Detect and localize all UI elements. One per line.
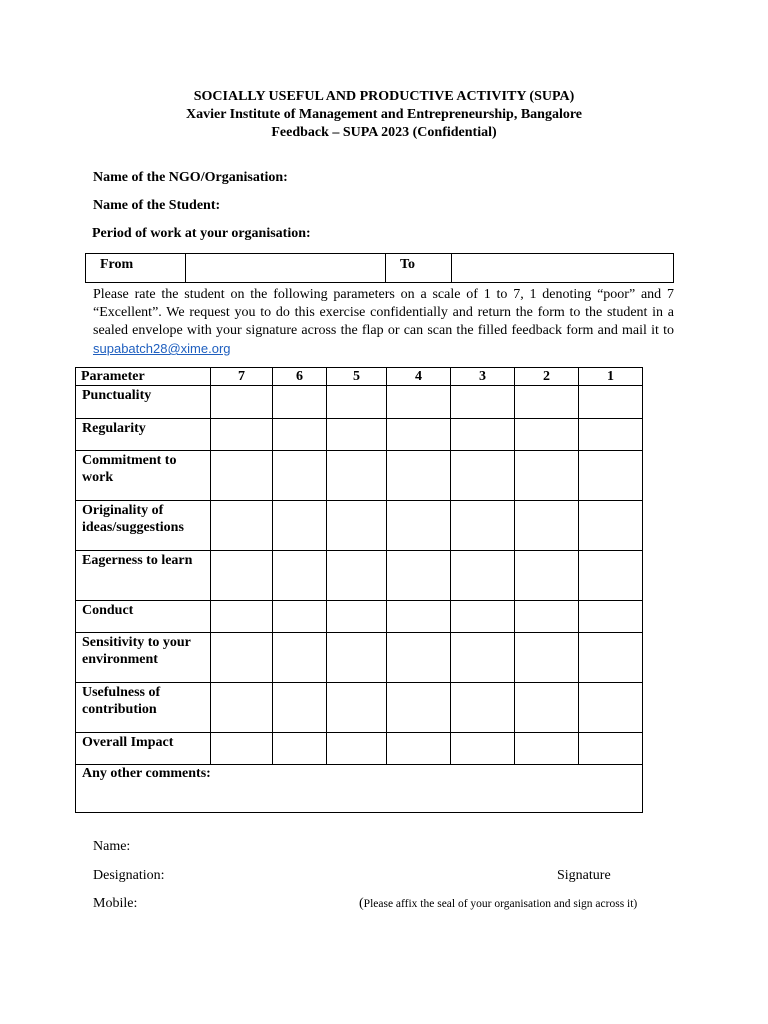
rating-cell[interactable] [211, 551, 273, 601]
rating-cell[interactable] [579, 419, 643, 451]
rating-cell[interactable] [273, 683, 327, 733]
rating-cell[interactable] [579, 386, 643, 419]
rating-cell[interactable] [327, 386, 387, 419]
rating-cell[interactable] [579, 683, 643, 733]
scale-header: 7 [211, 368, 273, 386]
rating-cell[interactable] [327, 451, 387, 501]
rating-cell[interactable] [327, 501, 387, 551]
rating-cell[interactable] [327, 633, 387, 683]
from-label: From [86, 254, 186, 283]
rating-cell[interactable] [273, 451, 327, 501]
scale-header: 1 [579, 368, 643, 386]
rating-cell[interactable] [515, 419, 579, 451]
period-label: Period of work at your organisation: [92, 226, 311, 241]
rating-cell[interactable] [515, 633, 579, 683]
rating-cell[interactable] [579, 501, 643, 551]
table-row [76, 386, 643, 419]
parameter-name: Commitment to work [76, 451, 211, 501]
to-label: To [386, 254, 452, 283]
rating-cell[interactable] [387, 551, 451, 601]
scale-header: 2 [515, 368, 579, 386]
period-table [85, 253, 674, 283]
seal-note [359, 896, 637, 912]
rating-cell[interactable] [387, 733, 451, 765]
rating-cell[interactable] [211, 501, 273, 551]
rating-cell[interactable] [579, 633, 643, 683]
seal-paren: ( [359, 896, 364, 911]
parameter-name: Punctuality [76, 386, 211, 419]
scale-header: 3 [451, 368, 515, 386]
rating-cell[interactable] [211, 386, 273, 419]
rating-cell[interactable] [451, 501, 515, 551]
rating-cell[interactable] [451, 683, 515, 733]
table-row [76, 451, 643, 501]
parameter-name: Overall Impact [76, 733, 211, 765]
rating-cell[interactable] [211, 733, 273, 765]
rating-cell[interactable] [579, 601, 643, 633]
comments-field[interactable] [76, 765, 643, 813]
rating-cell[interactable] [387, 386, 451, 419]
signature-label: Signature [557, 868, 611, 883]
name-label: Name: [93, 839, 131, 854]
rating-cell[interactable] [579, 733, 643, 765]
rating-cell[interactable] [211, 419, 273, 451]
table-row [76, 551, 643, 601]
email-link[interactable]: supabatch28@xime.org [93, 341, 231, 356]
rating-cell[interactable] [451, 551, 515, 601]
rating-cell[interactable] [451, 601, 515, 633]
rating-cell[interactable] [515, 551, 579, 601]
scale-header: 4 [387, 368, 451, 386]
ngo-name-label: Name of the NGO/Organisation: [93, 170, 288, 185]
rating-cell[interactable] [327, 733, 387, 765]
rating-rows [76, 386, 643, 765]
rating-cell[interactable] [515, 386, 579, 419]
rating-cell[interactable] [451, 733, 515, 765]
table-row [76, 601, 643, 633]
from-field[interactable] [186, 254, 386, 283]
designation-label: Designation: [93, 868, 165, 883]
rating-cell[interactable] [387, 601, 451, 633]
rating-cell[interactable] [451, 633, 515, 683]
rating-cell[interactable] [327, 419, 387, 451]
to-field[interactable] [452, 254, 674, 283]
rating-cell[interactable] [273, 501, 327, 551]
parameter-name: Usefulness of contribution [76, 683, 211, 733]
rating-cell[interactable] [211, 451, 273, 501]
rating-cell[interactable] [387, 683, 451, 733]
table-row [76, 633, 643, 683]
rating-cell[interactable] [327, 551, 387, 601]
parameter-name: Sensitivity to your environment [76, 633, 211, 683]
rating-cell[interactable] [387, 633, 451, 683]
rating-cell[interactable] [579, 551, 643, 601]
instructions-text: Please rate the student on the following parameters on a scale of 1 to 7, 1 denoting “poor” and 7 “Excellent”. We request you to do this exercise confidentially and return the form to the student in a sealed envelope with your signature across the flap or can scan the filled feedback form and mail it to [93, 287, 674, 338]
instructions-paragraph [93, 286, 674, 359]
parameter-name: Eagerness to learn [76, 551, 211, 601]
table-row [76, 419, 643, 451]
rating-cell[interactable] [211, 601, 273, 633]
rating-cell[interactable] [387, 451, 451, 501]
comments-label: Any other comments: [82, 766, 211, 781]
rating-cell[interactable] [273, 733, 327, 765]
rating-cell[interactable] [273, 386, 327, 419]
rating-table [75, 367, 643, 813]
scale-header: 5 [327, 368, 387, 386]
rating-cell[interactable] [451, 451, 515, 501]
table-row [76, 733, 643, 765]
parameter-name: Originality of ideas/suggestions [76, 501, 211, 551]
table-row [76, 501, 643, 551]
form-subtitle: Feedback – SUPA 2023 (Confidential) [271, 125, 497, 140]
rating-cell[interactable] [211, 683, 273, 733]
rating-cell[interactable] [327, 601, 387, 633]
rating-cell[interactable] [273, 551, 327, 601]
rating-cell[interactable] [579, 451, 643, 501]
rating-cell[interactable] [515, 733, 579, 765]
parameter-header: Parameter [76, 368, 211, 386]
scale-header: 6 [273, 368, 327, 386]
seal-note-text: Please affix the seal of your organisation and sign across it) [363, 898, 638, 910]
rating-cell[interactable] [273, 633, 327, 683]
table-row [76, 683, 643, 733]
form-title: SOCIALLY USEFUL AND PRODUCTIVE ACTIVITY (SUPA) [193, 89, 575, 104]
parameter-name: Conduct [76, 601, 211, 633]
rating-cell[interactable] [515, 683, 579, 733]
rating-cell[interactable] [387, 419, 451, 451]
rating-cell[interactable] [515, 451, 579, 501]
rating-cell[interactable] [515, 501, 579, 551]
student-name-label: Name of the Student: [93, 198, 221, 213]
rating-cell[interactable] [273, 601, 327, 633]
rating-cell[interactable] [273, 419, 327, 451]
rating-cell[interactable] [211, 633, 273, 683]
institute-name: Xavier Institute of Management and Entrepreneurship, Bangalore [185, 107, 583, 122]
rating-cell[interactable] [327, 683, 387, 733]
parameter-name: Regularity [76, 419, 211, 451]
rating-cell[interactable] [515, 601, 579, 633]
rating-cell[interactable] [387, 501, 451, 551]
mobile-label: Mobile: [93, 896, 138, 911]
rating-cell[interactable] [451, 386, 515, 419]
rating-cell[interactable] [451, 419, 515, 451]
